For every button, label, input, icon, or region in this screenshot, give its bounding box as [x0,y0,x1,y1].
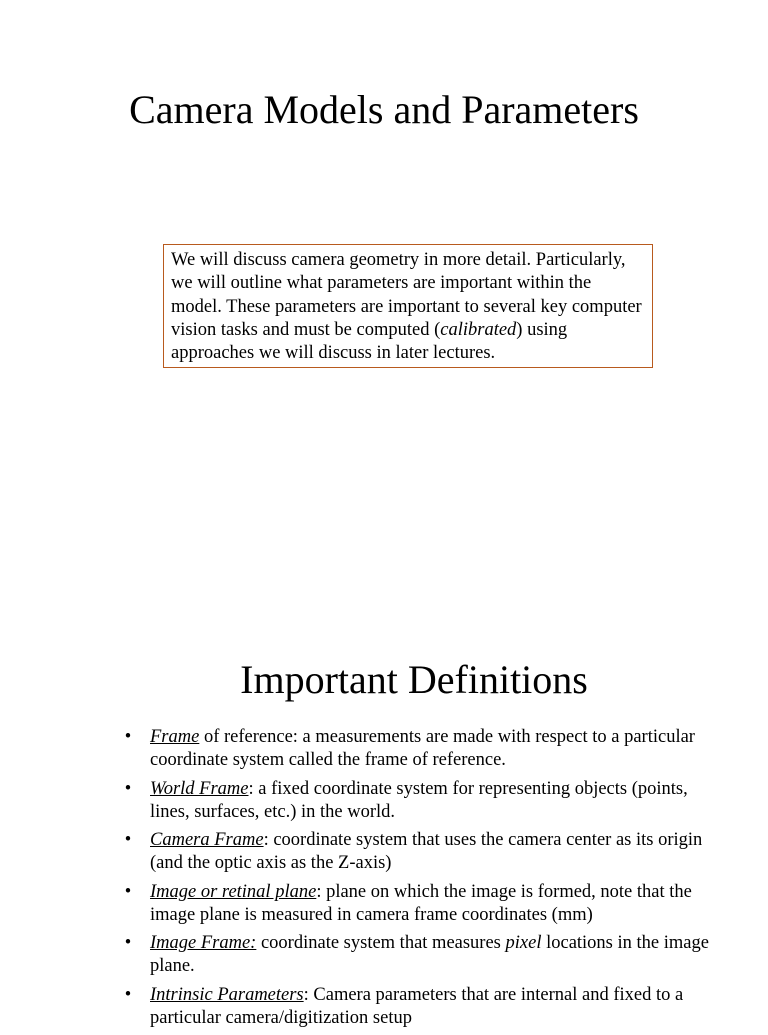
list-item-camera-frame [120,829,710,875]
definition-text: : coordinate system that uses the camera center as its origin (and the optic axis as the Z-axis) [150,830,703,873]
bullet-icon: • [124,933,132,953]
list-item-image-frame [120,932,710,978]
bullet-icon: • [124,727,132,747]
bullet-icon: • [124,778,132,799]
intro-emphasis: calibrated [440,319,517,340]
definition-text: of reference: a measurements are made with respect to a particular coordinate system called the frame of reference. [150,727,695,770]
definition-term: Image or retinal plane [150,881,317,902]
definition-term: World Frame [150,778,249,799]
bullet-icon: • [124,830,132,850]
definition-text-before: coordinate system that measures [256,933,506,953]
definition-text: : Camera parameters that are internal and fixed to a particular camera/digitization setup [150,984,684,1028]
list-item-intrinsic-parameters [120,984,710,1030]
definition-text-after: locations in the image plane. [150,933,709,976]
intro-text-part2: ) using approaches we will discuss in later lectures. [171,319,568,364]
intro-text-part1: We will discuss camera geometry in more detail. Particularly, we will outline what parameters are important within the model. These parameters are important to several key computer vision tasks and must be computed ( [171,250,642,340]
definitions-list [120,726,710,1035]
definition-term: Image Frame: [150,933,257,953]
definition-text: : a fixed coordinate system for representing objects (points, lines, surfaces, etc.) in the world. [150,778,688,822]
page-title: Camera Models and Parameters [129,87,639,132]
list-item-image-plane [120,881,710,927]
definition-text: : plane on which the image is formed, note that the image plane is measured in camera frame coordinates (mm) [150,881,692,925]
list-item-frame [120,726,710,772]
list-item-world-frame [120,778,710,824]
definition-emphasis: pixel [505,933,542,953]
bullet-icon: • [124,984,132,1005]
intro-text-box [163,244,653,368]
bullet-icon: • [124,881,132,902]
definition-term: Frame [150,727,200,747]
section-title: Important Definitions [240,657,588,702]
definition-term: Camera Frame [150,830,264,850]
definition-term: Intrinsic Parameters [150,984,304,1005]
